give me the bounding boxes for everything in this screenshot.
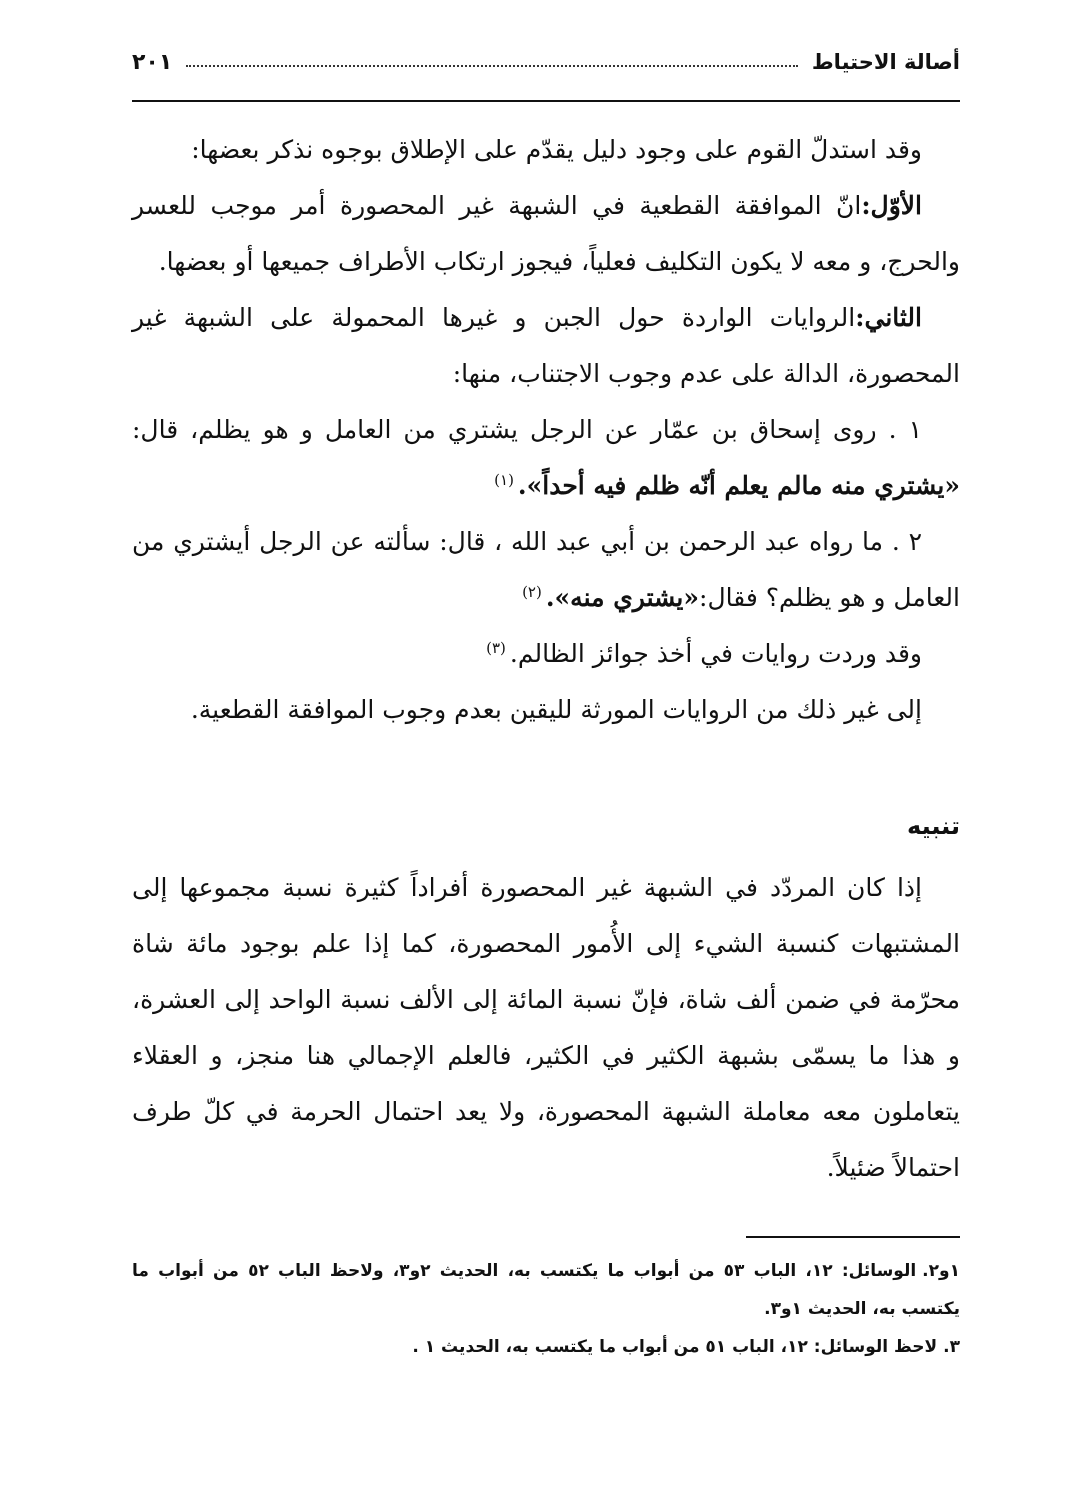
narration-2-paragraph: [132, 514, 960, 626]
running-header: [132, 36, 960, 88]
intro-text: وقد استدلّ القوم على وجود دليل يقدّم على الإطلاق بوجوه نذكر بعضها:: [191, 135, 922, 164]
narration-1-quote: «يشتري منه مالم يعلم أنّه ظلم فيه أحداً».: [517, 471, 960, 500]
section-heading: تنبيه: [907, 812, 960, 840]
footnote-area: [132, 1236, 960, 1366]
footnote-rule: [746, 1236, 960, 1238]
running-title: أصالة الاحتياط: [811, 50, 960, 74]
narration-1-paragraph: [132, 402, 960, 514]
narration-2-text: ٢ . ما رواه عبد الرحمن بن أبي عبد الله ، قال: سألته عن الرجل أيشتري من العامل و هو يظلم؟ فقال:: [132, 527, 960, 612]
first-argument-text: انّ الموافقة القطعية في الشبهة غير المحصورة أمر موجب للعسر والحرج، و معه لا يكون التكليف فعلياً، فيجوز ارتكاب الأطراف جميعها أو بعضها.: [132, 191, 960, 276]
narration-2-quote: «يشتري منه».: [545, 583, 700, 612]
second-argument-paragraph: [132, 290, 960, 402]
footnotes: [132, 1252, 960, 1366]
section-text: إذا كان المردّد في الشبهة غير المحصورة أفراداً كثيرة نسبة مجموعها إلى المشتبهات كنسبة الشيء إلى الأُمور المحصورة، كما إذا علم بوجود مائة شاة محرّمة في ضمن ألف شاة، فإنّ نسبة المائة إلى الألف نسبة الواحد إلى العشرة، و هذا ما يسمّى بشبهة الكثير في الكثير، فالعلم الإجمالي هنا منجز، و العقلاء يتعاملون معه معاملة الشبهة المحصورة، ولا يعد احتمال الحرمة في كلّ طرف احتمالاً ضئيلاً.: [132, 873, 960, 1182]
page-body: [132, 36, 960, 1196]
first-argument-lead: الأوّل:: [861, 191, 922, 220]
header-rule: [132, 100, 960, 102]
footnote-2-number: ٣.: [943, 1337, 960, 1357]
footnote-1-number: ١و٢.: [922, 1261, 960, 1281]
narration-3-paragraph: [132, 626, 960, 682]
second-argument-text: الروايات الواردة حول الجبن و غيرها المحمولة على الشبهة غير المحصورة، الدالة على عدم وجوب الاجتناب، منها:: [132, 303, 960, 388]
section-paragraph: [132, 860, 960, 1196]
footnote-2-text: لاحظ الوسائل: ١٢، الباب ٥١ من أبواب ما يكتسب به، الحديث ١ .: [412, 1337, 938, 1357]
first-argument-paragraph: [132, 178, 960, 290]
footnote-2: [132, 1328, 960, 1366]
second-argument-lead: الثاني:: [855, 303, 922, 332]
narration-3-text: وقد وردت روايات في أخذ جوائز الظالم.: [509, 639, 922, 668]
conclusion-paragraph: [132, 682, 960, 738]
footnote-ref-1: (١): [494, 470, 514, 489]
footnote-ref-2: (٢): [522, 582, 542, 601]
conclusion-text: إلى غير ذلك من الروايات المورثة لليقين بعدم وجوب الموافقة القطعية.: [190, 695, 922, 724]
main-text: [132, 122, 960, 1196]
footnote-1: [132, 1252, 960, 1328]
narration-1-text: ١ . روى إسحاق بن عمّار عن الرجل يشتري من العامل و هو يظلم، قال:: [132, 415, 922, 444]
footnote-ref-3: (٣): [486, 638, 506, 657]
intro-paragraph: [132, 122, 960, 178]
page-number: ٢٠١: [132, 49, 173, 75]
leader-dots: [186, 65, 798, 67]
footnote-1-text: الوسائل: ١٢، الباب ٥٣ من أبواب ما يكتسب به، الحديث ٢و٣، ولاحظ الباب ٥٢ من أبواب ما يكتسب به، الحديث ١و٣.: [132, 1261, 960, 1319]
